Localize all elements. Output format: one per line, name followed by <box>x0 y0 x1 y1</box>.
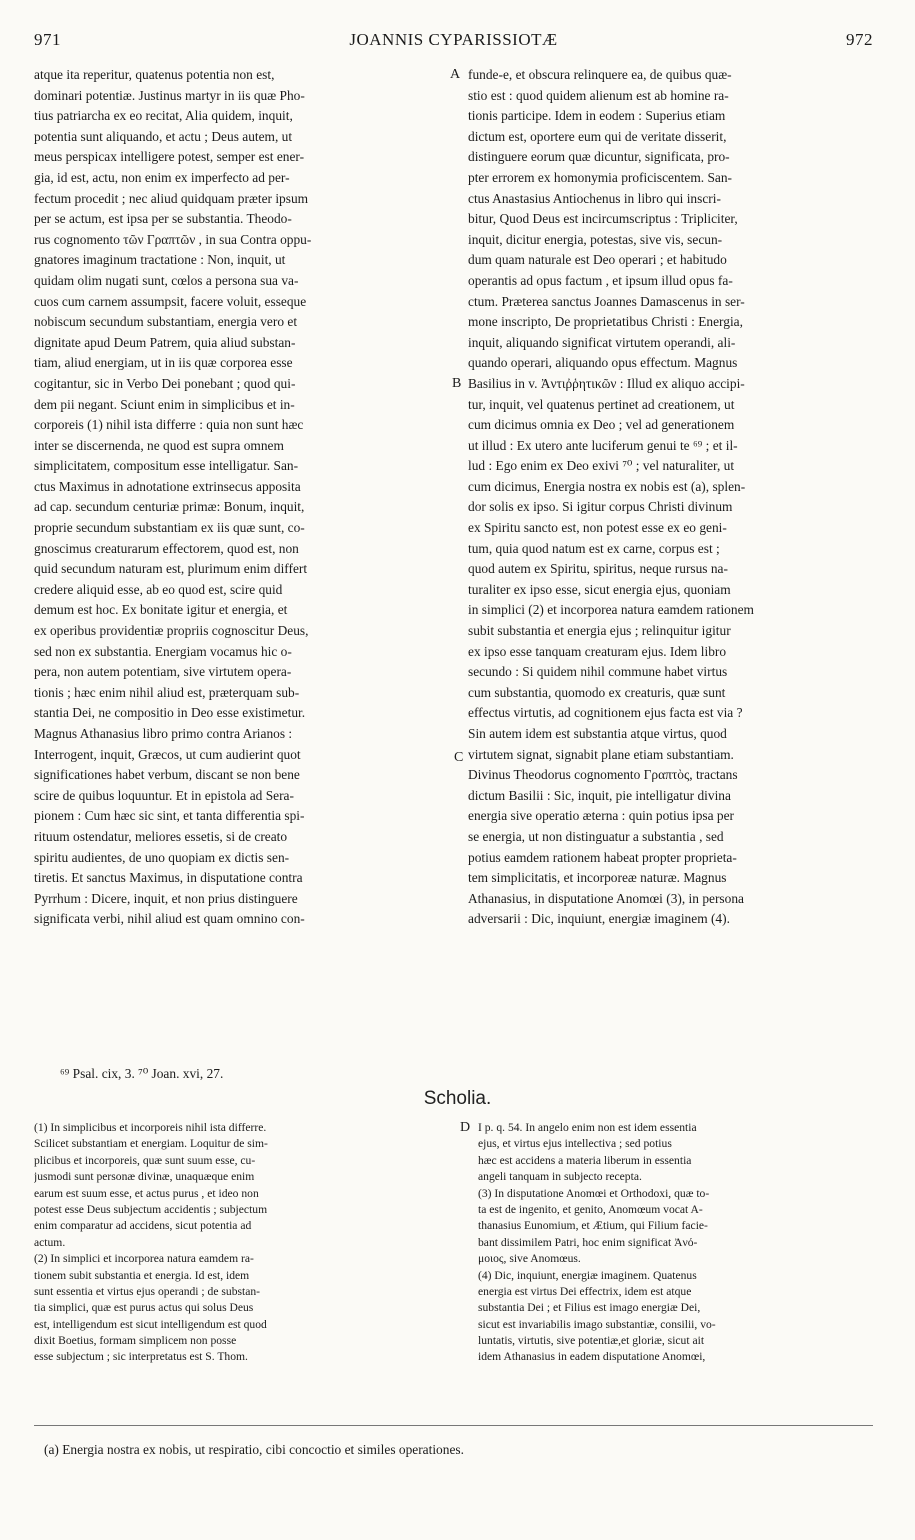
text-line: fectum procedit ; nec aliud quidquam præter ipsum <box>34 190 309 206</box>
text-line: tionis ; hæc enim nihil aliud est, præterquam sub- <box>34 684 300 700</box>
scholia-line: tia simplici, quæ est purus actus qui solus Deus <box>34 1301 254 1315</box>
text-line: inquit, dicitur energia, potestas, sive vis, secun- <box>468 231 723 247</box>
text-line: rituum ostendatur, meliores essetis, si de creato <box>34 828 288 844</box>
text-line: cum dicimus omnia ex Deo ; vel ad generationem <box>468 417 735 433</box>
text-line: effectus virtutis, ad cognitionem ejus facta est via ? <box>468 705 743 721</box>
scholia-line: (2) In simplici et incorporea natura eamdem ra- <box>34 1252 254 1266</box>
text-line: adversarii : Dic, inquiunt, energiæ imaginem (4). <box>468 911 730 927</box>
text-line: meus perspicax intelligere potest, semper est ener- <box>34 149 305 165</box>
footnotes: ⁶⁹ Psal. cix, 3. ⁷⁰ Joan. xvi, 27. <box>60 1066 224 1081</box>
text-line: lud : Ego enim ex Deo exivi ⁷⁰ ; vel naturaliter, ut <box>468 458 735 474</box>
text-line: Athanasius, in disputatione Anomœi (3), in persona <box>468 890 744 906</box>
scholia-line: sunt essentia et virtus ejus operandi ; de substan- <box>34 1284 261 1298</box>
text-line: scire de quibus loquuntur. Et in epistola ad Sera- <box>34 787 294 803</box>
text-line: Basilius in v. Ἀντιῤῥητικῶν : Illud ex aliquo accipi- <box>468 375 745 391</box>
scholia-line: est, intelligendum est sicut intelligendum est quod <box>34 1317 267 1331</box>
text-line: se energia, ut non distinguatur a substantia , sed <box>468 828 724 844</box>
text-line: Pyrrhum : Dicere, inquit, et non prius distinguere <box>34 890 298 906</box>
text-line: subit substantia et energia ejus ; relinquitur igitur <box>468 623 731 639</box>
text-line: pera, non autem potentiam, sive virtutem opera- <box>34 664 292 680</box>
scholia-line: (1) In simplicibus et incorporeis nihil ista differre. <box>34 1121 267 1134</box>
scholia-line: (4) Dic, inquiunt, energiæ imaginem. Quatenus <box>478 1268 697 1282</box>
scholia-line: ejus, et virtus ejus intellectiva ; sed potius <box>478 1137 672 1151</box>
text-line: ex Spiritu sancto est, non potest esse ex eo geni- <box>468 520 727 536</box>
text-line: stantia Dei, ne compositio in Deo esse existimetur. <box>34 705 306 721</box>
text-line: distinguere eorum quæ dicuntur, significata, pro- <box>468 149 730 165</box>
text-line: funde-e, et obscura relinquere ea, de quibus quæ- <box>468 67 732 82</box>
margin-marker-b: B <box>452 376 462 391</box>
text-line: gnatores imaginum tractatione : Non, inquit, ut <box>34 252 286 268</box>
running-head <box>34 30 873 54</box>
bottom-rule <box>34 1425 873 1426</box>
text-line: mone inscripto, De proprietatibus Christi : Energia, <box>468 314 743 330</box>
text-line: ctum. Præterea sanctus Joannes Damascenus in ser- <box>468 293 745 309</box>
scholia-line: earum est suum esse, et actus purus , et ideo non <box>34 1186 259 1200</box>
text-line: dor solis ex ipso. Si igitur corpus Christi divinum <box>468 499 733 515</box>
text-line: ad cap. secundum centuriæ primæ: Bonum, inquit, <box>34 499 305 515</box>
text-line: cum dicimus, Energia nostra ex nobis est (a), splen- <box>468 478 746 494</box>
scholia-line: potest esse Deus subjectum accidentis ; subjectum <box>34 1202 268 1216</box>
text-line: pionem : Cum hæc sic sint, et tanta differentia spi- <box>34 808 305 824</box>
scholia-left-column <box>34 1120 454 1366</box>
text-line: cogitantur, sic in Verbo Dei ponebant ; quod qui- <box>34 375 296 391</box>
text-line: corporeis (1) nihil ista differre : quia non sunt hæc <box>34 417 304 433</box>
text-line: simplicitatem, compositum esse intelligatur. San- <box>34 458 299 474</box>
scholia-line: idem Athanasius in eadem disputatione Anomœi, <box>478 1350 706 1364</box>
text-line: secundo : Si quidem nihil commune habet virtus <box>468 664 728 680</box>
scholia-line: plicibus et incorporeis, quæ sunt suum esse, cu- <box>34 1153 256 1167</box>
text-line: Sin autem idem est substantia atque virtus, quod <box>468 726 727 741</box>
text-line: ut illud : Ex utero ante luciferum genui te ⁶⁹ ; et il- <box>468 437 738 453</box>
text-line: nobiscum secundum substantiam, energia vero et <box>34 314 298 330</box>
scholia-line: ta est de ingenito, et genito, Anomœum vocat A- <box>478 1202 703 1216</box>
scholia-line: dixit Boetius, formam simplicem non posse <box>34 1334 237 1348</box>
page-number-right: 972 <box>846 30 873 49</box>
text-line: dignitate apud Deum Patrem, quia aliud substan- <box>34 334 296 350</box>
scholia-line: luntatis, virtutis, sive potentiæ,et gloriæ, sicut ait <box>478 1334 705 1348</box>
text-line: tem simplicitatis, et incorporeæ naturæ. Magnus <box>468 870 727 886</box>
text-line: energia sive operatio æterna : quin potius ipsa per <box>468 808 735 824</box>
text-line: sed non ex substantia. Energiam vocamus hic o- <box>34 643 292 659</box>
scholia-line: (3) In disputatione Anomœi et Orthodoxi, quæ to- <box>478 1186 710 1200</box>
text-line: cuos cum carnem assumpsit, facere voluit, esseque <box>34 293 307 309</box>
text-line: quando operari, aliquando opus effectum. Magnus <box>468 355 738 371</box>
text-line: quid secundum naturam est, plurimum enim differt <box>34 561 308 577</box>
main-text-right-column <box>468 65 878 930</box>
margin-marker-a: A <box>450 67 461 82</box>
margin-marker-c: C <box>454 750 464 765</box>
margin-marker-d: D <box>460 1120 471 1135</box>
text-line: cum substantia, quomodo ex creaturis, quæ sunt <box>468 684 726 700</box>
scholia-line: energia est virtus Dei effectrix, idem est atque <box>478 1284 692 1298</box>
text-line: demum est hoc. Ex bonitate igitur et energia, et <box>34 602 288 618</box>
text-line: gnoscimus creaturarum effectorem, quod est, non <box>34 540 299 556</box>
text-line: pter errorem ex homonymia proficiscentem. San- <box>468 169 733 185</box>
scholia-line: hæc est accidens a materia liberum in essentia <box>478 1153 692 1167</box>
text-line: potentia sunt aliquando, et actu ; Deus autem, ut <box>34 128 293 144</box>
scholia-line: bant dissimilem Patri, hoc enim significat Ἀνό- <box>478 1235 698 1249</box>
text-line: inquit, aliquando significat virtutem operandi, ali- <box>468 334 736 350</box>
scholia-line: μοιος, sive Anomœus. <box>478 1252 581 1266</box>
scholia-line: substantia Dei ; et Filius est imago energiæ Dei, <box>478 1301 701 1315</box>
text-line: tiretis. Et sanctus Maximus, in disputatione contra <box>34 870 303 886</box>
text-line: tionis participe. Idem in eodem : Superius etiam <box>468 108 726 124</box>
text-line: tum, quia quod natum est ex carne, corpus est ; <box>468 540 720 556</box>
text-line: virtutem signat, signabit plane etiam substantiam. <box>468 746 734 762</box>
text-line: Divinus Theodorus cognomento Γραπτὸς, tractans <box>468 767 738 783</box>
text-line: dictum est, oportere eum qui de veritate disserit, <box>468 128 727 144</box>
text-line: Magnus Athanasius libro primo contra Arianos : <box>34 726 293 741</box>
scholia-line: I p. q. 54. In angelo enim non est idem essentia <box>478 1121 697 1134</box>
text-line: quod autem ex Spiritu, spiritus, neque rursus na- <box>468 561 728 577</box>
text-line: tiam, aliud energiam, ut in iis quæ corporea esse <box>34 355 293 371</box>
text-line: quidam olim nugati sunt, cœlos a persona sua va- <box>34 272 299 288</box>
scholia-line: tionem subit substantia et energia. Id est, idem <box>34 1268 250 1282</box>
text-line: turaliter ex ipso esse, sicut energia ejus, quoniam <box>468 581 731 597</box>
text-line: credere aliquid esse, ab eo quod est, scire quid <box>34 581 283 597</box>
bottom-note: (a) Energia nostra ex nobis, ut respiratio, cibi concoctio et similes operationes. <box>44 1442 464 1457</box>
text-line: dictum Basilii : Sic, inquit, pie intelligatur divina <box>468 787 731 803</box>
text-line: dominari potentiæ. Justinus martyr in iis quæ Pho- <box>34 87 305 103</box>
text-line: in simplici (2) et incorporea natura eamdem rationem <box>468 602 754 618</box>
text-line: significationes habet verbum, discant se non bene <box>34 767 300 783</box>
text-line: bitur, Quod Deus est incircumscriptus : Tripliciter, <box>468 211 738 227</box>
scholia-line: sicut est invariabilis imago substantiæ, consilii, vo- <box>478 1317 716 1331</box>
scholia-line: Scilicet substantiam et energiam. Loquitur de sim- <box>34 1137 268 1151</box>
text-line: spiritu audientes, de uno quopiam ex dictis sen- <box>34 849 290 865</box>
text-line: proprie secundum substantiam ex iis quæ sunt, co- <box>34 520 305 536</box>
scholia-line: actum. <box>34 1235 66 1249</box>
scholia-heading: Scholia. <box>423 1088 492 1109</box>
scholia-line: angeli tanquam in subjecto recepta. <box>478 1170 642 1184</box>
text-line: ex ipso esse tanquam creaturam ejus. Idem libro <box>468 643 727 659</box>
scholia-right-column <box>478 1120 880 1366</box>
text-line: gia, id est, actu, non enim ex imperfecto ad per- <box>34 169 290 185</box>
text-line: significata verbi, nihil aliud est quam omnino con- <box>34 911 305 927</box>
text-line: Interrogent, inquit, Græcos, ut cum audierint quot <box>34 746 301 762</box>
text-line: rus cognomento τῶν Γραπτῶν , in sua Contra oppu- <box>34 231 312 247</box>
text-line: dum quam naturale est Deo operari ; et habitudo <box>468 252 727 268</box>
page-number-left: 971 <box>34 30 61 49</box>
text-line: ctus Maximus in adnotatione extrinsecus apposita <box>34 478 301 494</box>
scholia-line: jusmodi sunt personæ divinæ, unaquæque enim <box>34 1170 255 1184</box>
text-line: atque ita reperitur, quatenus potentia non est, <box>34 67 275 82</box>
scholia-line: esse subjectum ; sic interpretatus est S. Thom. <box>34 1350 248 1364</box>
text-line: stio est : quod quidem alienum est ab homine ra- <box>468 87 729 103</box>
text-line: dem pii negant. Sciunt enim in simplicibus et in- <box>34 396 295 412</box>
text-line: ctus Anastasius Antiochenus in libro qui inscri- <box>468 190 721 206</box>
text-line: tius patriarcha ex eo recitat, Alia quidem, inquit, <box>34 108 293 124</box>
text-line: potius eamdem rationem habeat propter proprieta- <box>468 849 737 865</box>
running-title: JOANNIS CYPARISSIOTÆ <box>349 30 558 49</box>
text-line: operantis ad opus factum , et ipsum illud opus fa- <box>468 272 733 288</box>
text-line: ex operibus providentiæ propriis cognoscitur Deus, <box>34 623 309 639</box>
main-text-left-column <box>34 65 452 930</box>
text-line: inter se discernenda, ne quod est supra omnem <box>34 437 284 453</box>
text-line: tur, inquit, vel quatenus pertinet ad creationem, ut <box>468 396 735 412</box>
text-line: per se actum, est ipsa per se substantia. Theodo- <box>34 211 292 227</box>
scholia-line: enim comparatur ad accidens, sicut potentia ad <box>34 1219 252 1233</box>
scholia-line: thanasius Eunomium, et Ætium, qui Filium facie- <box>478 1219 708 1233</box>
